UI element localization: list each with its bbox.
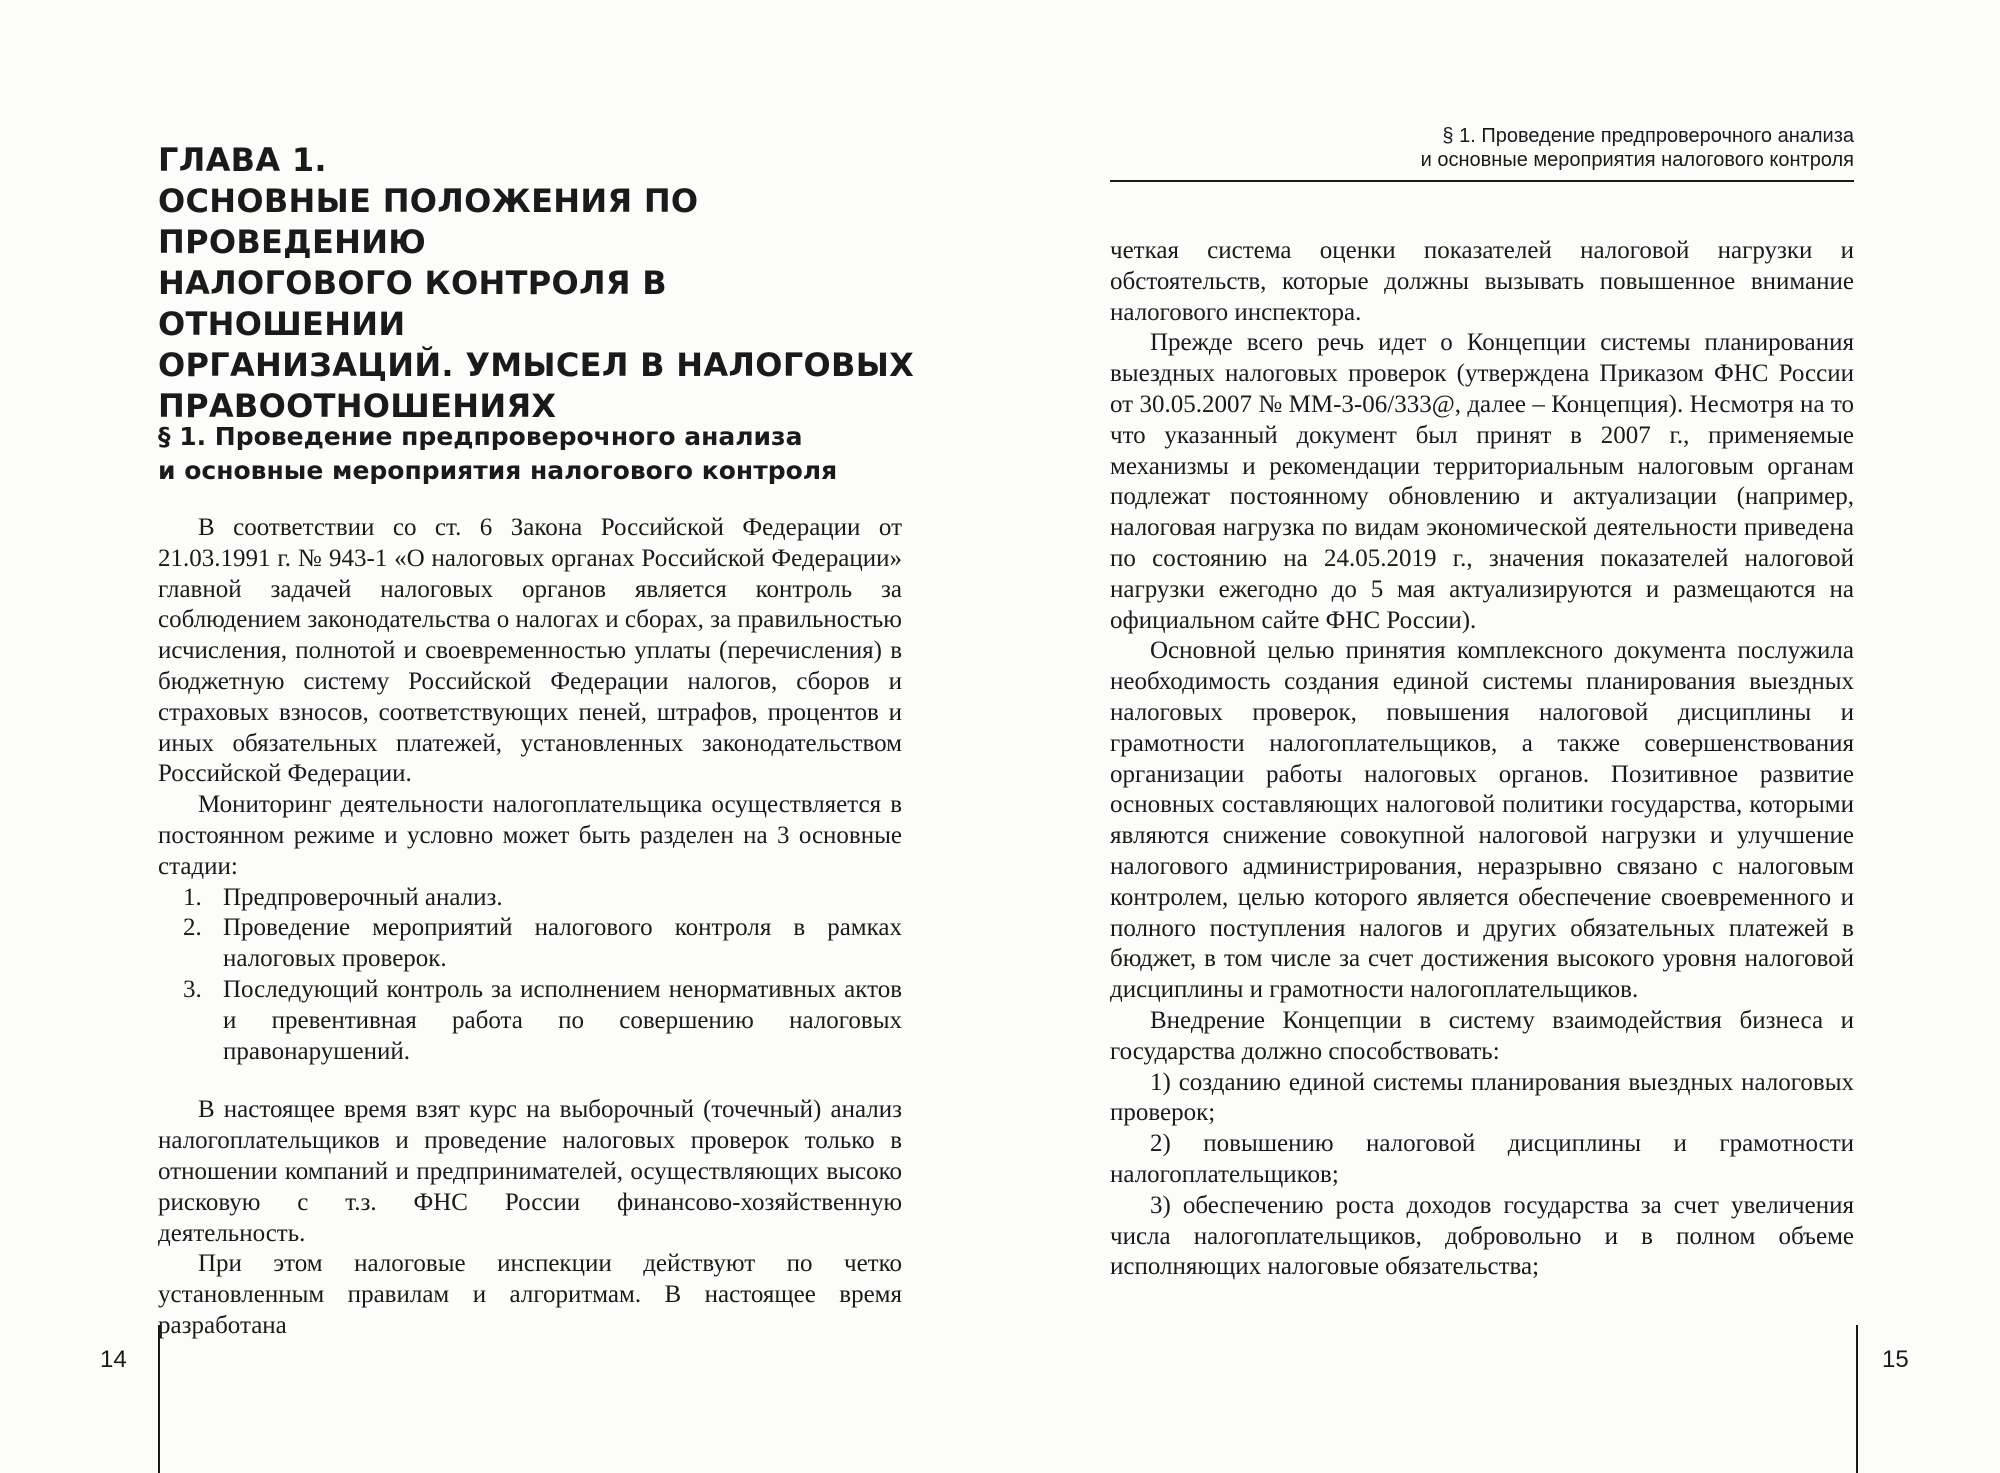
list-item-number: 1. xyxy=(183,883,202,911)
margin-rule xyxy=(158,1325,160,1473)
paragraph: Мониторинг деятельности налогоплательщика осуществляется в постоянном режиме и условно может быть разделен на 3 основные стадии: xyxy=(158,791,902,880)
chapter-title-line: ОСНОВНЫЕ ПОЛОЖЕНИЯ ПО ПРОВЕДЕНИЮ xyxy=(158,182,699,261)
running-head-line: и основные мероприятия налогового контроля xyxy=(1420,149,1854,171)
spacer xyxy=(158,1067,902,1095)
paragraph: При этом налоговые инспекции действуют по четко установленным правилам и алгоритмам. В настоящее время разработана xyxy=(158,1250,902,1339)
chapter-title xyxy=(158,140,918,427)
page-number: 14 xyxy=(100,1346,127,1373)
list-item-text: Предпроверочный анализ. xyxy=(223,883,503,911)
list-item-text: Последующий контроль за исполнением ненормативных актов и превентивная работа по совершению налоговых правонарушений. xyxy=(223,975,902,1065)
chapter-title-line: ГЛАВА 1. xyxy=(158,141,327,179)
section-title-line: § 1. Проведение предпроверочного анализа xyxy=(158,422,803,451)
section-title xyxy=(158,420,918,488)
header-divider xyxy=(1110,180,1854,182)
running-head xyxy=(1110,124,1854,172)
list-item xyxy=(183,913,902,975)
paragraph: 2) повышению налоговой дисциплины и грамотности налогоплательщиков; xyxy=(1110,1130,1854,1188)
stages-list xyxy=(158,883,902,1068)
list-item-text: Проведение мероприятий налогового контроля в рамках налоговых проверок. xyxy=(223,914,902,973)
paragraph: 1) созданию единой системы планирования выездных налоговых проверок; xyxy=(1110,1068,1854,1127)
list-item-number: 3. xyxy=(183,975,202,1003)
list-item xyxy=(183,975,902,1067)
paragraph: В соответствии со ст. 6 Закона Российской Федерации от 21.03.1991 г. № 943-1 «О налоговых органах Российской Федерации» главной задачей налоговых органов является контроль за соблюдением законодательства о налогах и сборах, за правильностью исчисления, полнотой и своевременностью уплаты (перечисления) в бюджетную систему Российской Федерации налогов, сборов и страховых взносов, соответствующих пеней, штрафов, процентов и иных обязательных платежей, установленных законодательством Российской Федерации. xyxy=(158,514,902,788)
list-item-number: 2. xyxy=(183,914,202,942)
list-item xyxy=(183,883,902,914)
paragraph: Прежде всего речь идет о Концепции системы планирования выездных налоговых проверок (утверждена Приказом ФНС России от 30.05.2007 № ММ-3-06/333@, далее – Концепция). Несмотря на то что указанный документ был принят в 2007 г., применяемые механизмы и рекомендации территориальным налоговым органам подлежат постоянному обновлению и актуализации (например, налоговая нагрузка по видам экономической деятельности приведена по состоянию на 24.05.2019 г., значения показателей налоговой нагрузки ежегодно до 5 мая актуализируются и размещаются на официальном сайте ФНС России). xyxy=(1110,329,1854,634)
margin-rule xyxy=(1856,1325,1858,1473)
paragraph: 3) обеспечению роста доходов государства за счет увеличения числа налогоплательщиков, добровольно и в полном объеме исполняющих налоговые обязательства; xyxy=(1110,1191,1854,1281)
chapter-title-line: ПРАВООТНОШЕНИЯХ xyxy=(158,387,557,425)
paragraph: В настоящее время взят курс на выборочный (точечный) анализ налогоплательщиков и проведение налоговых проверок только в отношении компаний и предпринимателей, осуществляющих высоко рисковую с т.з. ФНС России финансово-хозяйственную деятельность. xyxy=(158,1096,902,1247)
right-page xyxy=(1000,0,2000,1473)
left-body-text xyxy=(158,513,902,1342)
page-number: 15 xyxy=(1882,1346,1909,1373)
right-body-text xyxy=(1110,236,1854,1283)
paragraph: Внедрение Концепции в систему взаимодействия бизнеса и государства должно способствовать: xyxy=(1110,1006,1854,1065)
section-title-line: и основные мероприятия налогового контроля xyxy=(158,456,838,485)
chapter-title-line: НАЛОГОВОГО КОНТРОЛЯ В ОТНОШЕНИИ xyxy=(158,264,667,343)
chapter-title-line: ОРГАНИЗАЦИЙ. УМЫСЕЛ В НАЛОГОВЫХ xyxy=(158,346,915,384)
running-head-line: § 1. Проведение предпроверочного анализа xyxy=(1442,125,1854,147)
paragraph: четкая система оценки показателей налоговой нагрузки и обстоятельств, которые должны вызывать повышенное внимание налогового инспектора. xyxy=(1110,237,1854,326)
paragraph: Основной целью принятия комплексного документа послужила необходимость создания единой системы планирования выездных налоговых проверок, повышения налоговой дисциплины и грамотности налогоплательщиков, а также совершенствования организации работы налоговых органов. Позитивное развитие основных составляющих налоговой политики государства, которыми являются снижение совокупной налоговой нагрузки и улучшение налогового администрирования, неразрывно связано с налоговым контролем, целью которого является обеспечение своевременного и полного поступления налогов и других обязательных платежей в бюджет, в том числе за счет достижения высокого уровня налоговой дисциплины и грамотности налогоплательщиков. xyxy=(1110,637,1854,1004)
